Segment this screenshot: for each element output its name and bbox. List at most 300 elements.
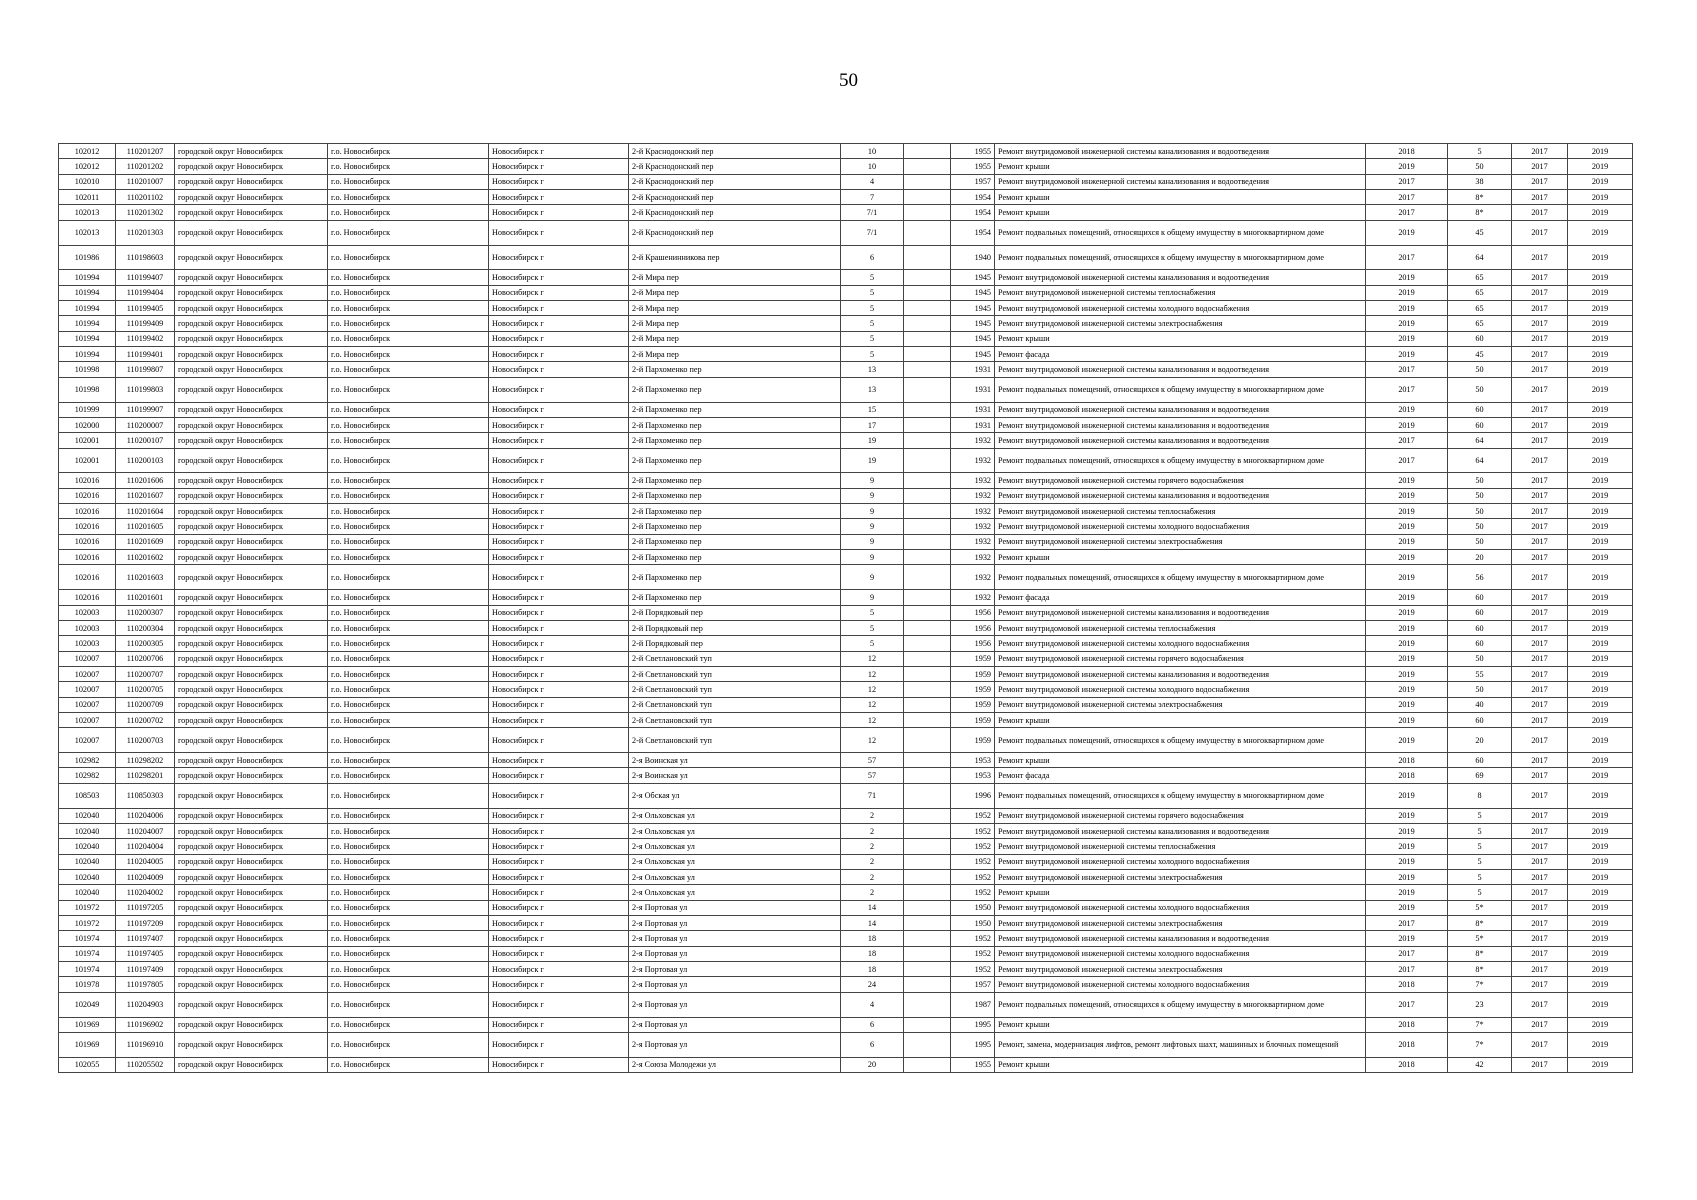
cell-street: 2-й Краснодонский пер bbox=[629, 144, 841, 159]
cell-wear-percent: 8* bbox=[1448, 205, 1512, 220]
cell-wear-percent: 69 bbox=[1448, 768, 1512, 783]
cell-period-end: 2019 bbox=[1568, 504, 1633, 519]
cell-period-end: 2019 bbox=[1568, 839, 1633, 854]
cell-year-built: 1957 bbox=[951, 174, 995, 189]
cell-street: 2-я Ольховская ул bbox=[629, 839, 841, 854]
cell-plan-year: 2019 bbox=[1366, 666, 1448, 681]
cell-period-end: 2019 bbox=[1568, 1057, 1633, 1072]
table-row bbox=[59, 605, 1633, 620]
cell-house-id: 101994 bbox=[59, 301, 116, 316]
cell-wear-percent: 45 bbox=[1448, 220, 1512, 245]
cell-building bbox=[904, 550, 951, 565]
table-row bbox=[59, 331, 1633, 346]
cell-period-start: 2017 bbox=[1512, 869, 1568, 884]
table-row bbox=[59, 783, 1633, 808]
table-row bbox=[59, 885, 1633, 900]
cell-building bbox=[904, 245, 951, 270]
cell-house-number: 13 bbox=[841, 377, 904, 402]
cell-street: 2-я Обская ул bbox=[629, 783, 841, 808]
cell-settlement: г.о. Новосибирск bbox=[328, 1057, 489, 1072]
cell-settlement: г.о. Новосибирск bbox=[328, 301, 489, 316]
cell-building bbox=[904, 666, 951, 681]
cell-period-start: 2017 bbox=[1512, 823, 1568, 838]
cell-year-built: 1945 bbox=[951, 270, 995, 285]
cell-building bbox=[904, 534, 951, 549]
cell-record-id: 110197405 bbox=[116, 946, 175, 961]
cell-period-start: 2017 bbox=[1512, 362, 1568, 377]
cell-municipality: городской округ Новосибирск bbox=[175, 682, 328, 697]
table-row bbox=[59, 977, 1633, 992]
cell-house-id: 101978 bbox=[59, 977, 116, 992]
cell-settlement: г.о. Новосибирск bbox=[328, 534, 489, 549]
cell-year-built: 1959 bbox=[951, 666, 995, 681]
cell-record-id: 110201609 bbox=[116, 534, 175, 549]
cell-house-number: 9 bbox=[841, 519, 904, 534]
cell-year-built: 1952 bbox=[951, 962, 995, 977]
cell-street: 2-й Пархоменко пер bbox=[629, 504, 841, 519]
table-row bbox=[59, 205, 1633, 220]
cell-period-start: 2017 bbox=[1512, 753, 1568, 768]
cell-house-id: 102040 bbox=[59, 839, 116, 854]
cell-plan-year: 2017 bbox=[1366, 245, 1448, 270]
cell-year-built: 1932 bbox=[951, 519, 995, 534]
cell-record-id: 110201602 bbox=[116, 550, 175, 565]
cell-municipality: городской округ Новосибирск bbox=[175, 839, 328, 854]
cell-year-built: 1931 bbox=[951, 377, 995, 402]
cell-settlement: г.о. Новосибирск bbox=[328, 144, 489, 159]
cell-plan-year: 2019 bbox=[1366, 220, 1448, 245]
cell-period-start: 2017 bbox=[1512, 159, 1568, 174]
cell-house-number: 57 bbox=[841, 768, 904, 783]
cell-period-start: 2017 bbox=[1512, 666, 1568, 681]
cell-period-end: 2019 bbox=[1568, 992, 1633, 1017]
cell-wear-percent: 5 bbox=[1448, 869, 1512, 884]
cell-building bbox=[904, 1057, 951, 1072]
cell-year-built: 1995 bbox=[951, 1032, 995, 1057]
cell-work-type: Ремонт внутридомовой инженерной системы электроснабжения bbox=[995, 869, 1366, 884]
cell-city: Новосибирск г bbox=[489, 433, 629, 448]
cell-period-end: 2019 bbox=[1568, 808, 1633, 823]
cell-plan-year: 2017 bbox=[1366, 992, 1448, 1017]
cell-house-id: 102007 bbox=[59, 682, 116, 697]
table-row bbox=[59, 839, 1633, 854]
cell-house-id: 102016 bbox=[59, 590, 116, 605]
cell-street: 2-й Порядковый пер bbox=[629, 605, 841, 620]
cell-building bbox=[904, 285, 951, 300]
cell-plan-year: 2019 bbox=[1366, 347, 1448, 362]
cell-municipality: городской округ Новосибирск bbox=[175, 205, 328, 220]
cell-period-start: 2017 bbox=[1512, 728, 1568, 753]
cell-year-built: 1952 bbox=[951, 869, 995, 884]
cell-house-id: 102013 bbox=[59, 205, 116, 220]
cell-wear-percent: 64 bbox=[1448, 433, 1512, 448]
cell-year-built: 1940 bbox=[951, 245, 995, 270]
cell-period-start: 2017 bbox=[1512, 590, 1568, 605]
cell-plan-year: 2017 bbox=[1366, 205, 1448, 220]
cell-building bbox=[904, 915, 951, 930]
table-row bbox=[59, 1017, 1633, 1032]
cell-work-type: Ремонт внутридомовой инженерной системы канализования и водоотведения bbox=[995, 931, 1366, 946]
table-row bbox=[59, 962, 1633, 977]
cell-period-start: 2017 bbox=[1512, 377, 1568, 402]
cell-period-end: 2019 bbox=[1568, 174, 1633, 189]
cell-year-built: 1955 bbox=[951, 144, 995, 159]
cell-city: Новосибирск г bbox=[489, 728, 629, 753]
cell-period-end: 2019 bbox=[1568, 534, 1633, 549]
cell-house-number: 5 bbox=[841, 347, 904, 362]
cell-municipality: городской округ Новосибирск bbox=[175, 666, 328, 681]
cell-house-number: 17 bbox=[841, 417, 904, 432]
cell-plan-year: 2018 bbox=[1366, 1032, 1448, 1057]
cell-street: 2-я Портовая ул bbox=[629, 962, 841, 977]
cell-municipality: городской округ Новосибирск bbox=[175, 362, 328, 377]
cell-period-start: 2017 bbox=[1512, 417, 1568, 432]
cell-plan-year: 2019 bbox=[1366, 839, 1448, 854]
cell-settlement: г.о. Новосибирск bbox=[328, 977, 489, 992]
cell-street: 2-й Порядковый пер bbox=[629, 620, 841, 635]
cell-city: Новосибирск г bbox=[489, 931, 629, 946]
cell-period-start: 2017 bbox=[1512, 347, 1568, 362]
cell-city: Новосибирск г bbox=[489, 301, 629, 316]
cell-work-type: Ремонт внутридомовой инженерной системы холодного водоснабжения bbox=[995, 519, 1366, 534]
cell-city: Новосибирск г bbox=[489, 377, 629, 402]
cell-period-start: 2017 bbox=[1512, 1017, 1568, 1032]
cell-house-id: 102016 bbox=[59, 488, 116, 503]
cell-period-start: 2017 bbox=[1512, 651, 1568, 666]
cell-street: 2-й Пархоменко пер bbox=[629, 433, 841, 448]
cell-house-number: 7/1 bbox=[841, 205, 904, 220]
cell-house-id: 101974 bbox=[59, 931, 116, 946]
cell-settlement: г.о. Новосибирск bbox=[328, 448, 489, 473]
cell-settlement: г.о. Новосибирск bbox=[328, 620, 489, 635]
cell-plan-year: 2018 bbox=[1366, 144, 1448, 159]
cell-house-id: 101999 bbox=[59, 402, 116, 417]
cell-settlement: г.о. Новосибирск bbox=[328, 728, 489, 753]
table-row bbox=[59, 823, 1633, 838]
cell-wear-percent: 55 bbox=[1448, 666, 1512, 681]
cell-city: Новосибирск г bbox=[489, 636, 629, 651]
cell-house-id: 102001 bbox=[59, 448, 116, 473]
table-row bbox=[59, 666, 1633, 681]
cell-record-id: 110196902 bbox=[116, 1017, 175, 1032]
cell-wear-percent: 60 bbox=[1448, 636, 1512, 651]
cell-house-id: 101986 bbox=[59, 245, 116, 270]
cell-house-id: 102007 bbox=[59, 651, 116, 666]
cell-municipality: городской округ Новосибирск bbox=[175, 728, 328, 753]
cell-period-end: 2019 bbox=[1568, 620, 1633, 635]
cell-municipality: городской округ Новосибирск bbox=[175, 190, 328, 205]
cell-building bbox=[904, 301, 951, 316]
cell-plan-year: 2019 bbox=[1366, 519, 1448, 534]
cell-work-type: Ремонт внутридомовой инженерной системы холодного водоснабжения bbox=[995, 301, 1366, 316]
cell-street: 2-й Мира пер bbox=[629, 285, 841, 300]
cell-municipality: городской округ Новосибирск bbox=[175, 712, 328, 727]
cell-municipality: городской округ Новосибирск bbox=[175, 534, 328, 549]
cell-street: 2-й Пархоменко пер bbox=[629, 448, 841, 473]
cell-building bbox=[904, 433, 951, 448]
cell-year-built: 1932 bbox=[951, 504, 995, 519]
cell-record-id: 110201601 bbox=[116, 590, 175, 605]
cell-house-id: 102049 bbox=[59, 992, 116, 1017]
cell-house-id: 102007 bbox=[59, 728, 116, 753]
cell-period-end: 2019 bbox=[1568, 651, 1633, 666]
cell-city: Новосибирск г bbox=[489, 783, 629, 808]
table-row bbox=[59, 854, 1633, 869]
cell-city: Новосибирск г bbox=[489, 285, 629, 300]
cell-period-start: 2017 bbox=[1512, 1032, 1568, 1057]
cell-city: Новосибирск г bbox=[489, 159, 629, 174]
cell-municipality: городской округ Новосибирск bbox=[175, 174, 328, 189]
cell-year-built: 1952 bbox=[951, 854, 995, 869]
cell-municipality: городской округ Новосибирск bbox=[175, 402, 328, 417]
cell-settlement: г.о. Новосибирск bbox=[328, 473, 489, 488]
cell-wear-percent: 56 bbox=[1448, 565, 1512, 590]
cell-house-number: 7 bbox=[841, 190, 904, 205]
cell-wear-percent: 7* bbox=[1448, 1032, 1512, 1057]
cell-wear-percent: 50 bbox=[1448, 519, 1512, 534]
cell-record-id: 110201303 bbox=[116, 220, 175, 245]
cell-wear-percent: 60 bbox=[1448, 331, 1512, 346]
cell-settlement: г.о. Новосибирск bbox=[328, 519, 489, 534]
cell-house-number: 14 bbox=[841, 900, 904, 915]
cell-building bbox=[904, 977, 951, 992]
cell-year-built: 1996 bbox=[951, 783, 995, 808]
table-row bbox=[59, 534, 1633, 549]
cell-city: Новосибирск г bbox=[489, 666, 629, 681]
cell-house-number: 4 bbox=[841, 992, 904, 1017]
table-row bbox=[59, 590, 1633, 605]
cell-period-start: 2017 bbox=[1512, 316, 1568, 331]
cell-work-type: Ремонт внутридомовой инженерной системы электроснабжения bbox=[995, 534, 1366, 549]
cell-settlement: г.о. Новосибирск bbox=[328, 636, 489, 651]
cell-record-id: 110200707 bbox=[116, 666, 175, 681]
cell-street: 2-й Светлановский туп bbox=[629, 697, 841, 712]
cell-plan-year: 2019 bbox=[1366, 885, 1448, 900]
cell-work-type: Ремонт внутридомовой инженерной системы холодного водоснабжения bbox=[995, 854, 1366, 869]
cell-wear-percent: 5 bbox=[1448, 823, 1512, 838]
cell-municipality: городской округ Новосибирск bbox=[175, 651, 328, 666]
cell-year-built: 1945 bbox=[951, 331, 995, 346]
cell-record-id: 110201607 bbox=[116, 488, 175, 503]
cell-building bbox=[904, 1032, 951, 1057]
cell-work-type: Ремонт внутридомовой инженерной системы канализования и водоотведения bbox=[995, 666, 1366, 681]
cell-work-type: Ремонт внутридомовой инженерной системы канализования и водоотведения bbox=[995, 488, 1366, 503]
cell-record-id: 110201603 bbox=[116, 565, 175, 590]
cell-building bbox=[904, 362, 951, 377]
cell-period-end: 2019 bbox=[1568, 550, 1633, 565]
cell-house-number: 2 bbox=[841, 808, 904, 823]
cell-municipality: городской округ Новосибирск bbox=[175, 347, 328, 362]
cell-house-id: 102016 bbox=[59, 504, 116, 519]
cell-house-number: 57 bbox=[841, 753, 904, 768]
table-row bbox=[59, 697, 1633, 712]
cell-settlement: г.о. Новосибирск bbox=[328, 159, 489, 174]
cell-street: 2-я Воинская ул bbox=[629, 768, 841, 783]
cell-house-number: 9 bbox=[841, 534, 904, 549]
cell-settlement: г.о. Новосибирск bbox=[328, 174, 489, 189]
cell-building bbox=[904, 854, 951, 869]
cell-settlement: г.о. Новосибирск bbox=[328, 605, 489, 620]
cell-period-start: 2017 bbox=[1512, 977, 1568, 992]
cell-building bbox=[904, 347, 951, 362]
cell-house-number: 2 bbox=[841, 854, 904, 869]
cell-work-type: Ремонт внутридомовой инженерной системы электроснабжения bbox=[995, 316, 1366, 331]
cell-city: Новосибирск г bbox=[489, 620, 629, 635]
cell-municipality: городской округ Новосибирск bbox=[175, 620, 328, 635]
cell-settlement: г.о. Новосибирск bbox=[328, 962, 489, 977]
cell-period-end: 2019 bbox=[1568, 697, 1633, 712]
cell-settlement: г.о. Новосибирск bbox=[328, 488, 489, 503]
cell-street: 2-й Мира пер bbox=[629, 316, 841, 331]
cell-city: Новосибирск г bbox=[489, 174, 629, 189]
cell-year-built: 1955 bbox=[951, 1057, 995, 1072]
cell-street: 2-й Мира пер bbox=[629, 301, 841, 316]
cell-street: 2-й Пархоменко пер bbox=[629, 519, 841, 534]
cell-building bbox=[904, 331, 951, 346]
cell-work-type: Ремонт внутридомовой инженерной системы канализования и водоотведения bbox=[995, 417, 1366, 432]
cell-municipality: городской округ Новосибирск bbox=[175, 962, 328, 977]
cell-wear-percent: 5 bbox=[1448, 854, 1512, 869]
cell-settlement: г.о. Новосибирск bbox=[328, 285, 489, 300]
cell-period-start: 2017 bbox=[1512, 174, 1568, 189]
cell-wear-percent: 50 bbox=[1448, 473, 1512, 488]
cell-period-start: 2017 bbox=[1512, 205, 1568, 220]
table-row bbox=[59, 504, 1633, 519]
table-row bbox=[59, 316, 1633, 331]
cell-plan-year: 2019 bbox=[1366, 620, 1448, 635]
cell-work-type: Ремонт подвальных помещений, относящихся к общему имуществу в многоквартирном доме bbox=[995, 565, 1366, 590]
cell-house-id: 102001 bbox=[59, 433, 116, 448]
cell-street: 2-й Пархоменко пер bbox=[629, 362, 841, 377]
cell-record-id: 110200705 bbox=[116, 682, 175, 697]
cell-house-number: 9 bbox=[841, 565, 904, 590]
cell-record-id: 110298201 bbox=[116, 768, 175, 783]
cell-street: 2-й Пархоменко пер bbox=[629, 565, 841, 590]
cell-plan-year: 2019 bbox=[1366, 565, 1448, 590]
cell-city: Новосибирск г bbox=[489, 448, 629, 473]
cell-settlement: г.о. Новосибирск bbox=[328, 316, 489, 331]
cell-year-built: 1932 bbox=[951, 565, 995, 590]
cell-record-id: 110298202 bbox=[116, 753, 175, 768]
cell-period-start: 2017 bbox=[1512, 402, 1568, 417]
cell-period-end: 2019 bbox=[1568, 448, 1633, 473]
table-body bbox=[59, 144, 1633, 1073]
cell-period-start: 2017 bbox=[1512, 605, 1568, 620]
cell-street: 2-я Портовая ул bbox=[629, 900, 841, 915]
cell-wear-percent: 23 bbox=[1448, 992, 1512, 1017]
cell-house-id: 101994 bbox=[59, 270, 116, 285]
table-row bbox=[59, 636, 1633, 651]
cell-municipality: городской округ Новосибирск bbox=[175, 590, 328, 605]
cell-municipality: городской округ Новосибирск bbox=[175, 331, 328, 346]
cell-wear-percent: 50 bbox=[1448, 504, 1512, 519]
cell-settlement: г.о. Новосибирск bbox=[328, 915, 489, 930]
cell-period-start: 2017 bbox=[1512, 448, 1568, 473]
cell-plan-year: 2019 bbox=[1366, 728, 1448, 753]
cell-municipality: городской округ Новосибирск bbox=[175, 636, 328, 651]
table-row bbox=[59, 301, 1633, 316]
cell-record-id: 110200107 bbox=[116, 433, 175, 448]
cell-wear-percent: 60 bbox=[1448, 402, 1512, 417]
table-row bbox=[59, 220, 1633, 245]
cell-city: Новосибирск г bbox=[489, 885, 629, 900]
cell-work-type: Ремонт внутридомовой инженерной системы горячего водоснабжения bbox=[995, 808, 1366, 823]
table-row bbox=[59, 768, 1633, 783]
cell-building bbox=[904, 504, 951, 519]
cell-work-type: Ремонт внутридомовой инженерной системы холодного водоснабжения bbox=[995, 977, 1366, 992]
cell-municipality: городской округ Новосибирск bbox=[175, 377, 328, 402]
cell-city: Новосибирск г bbox=[489, 402, 629, 417]
cell-period-end: 2019 bbox=[1568, 605, 1633, 620]
cell-house-id: 102982 bbox=[59, 753, 116, 768]
cell-year-built: 1955 bbox=[951, 159, 995, 174]
cell-work-type: Ремонт внутридомовой инженерной системы канализования и водоотведения bbox=[995, 433, 1366, 448]
cell-street: 2-я Союза Молодежи ул bbox=[629, 1057, 841, 1072]
cell-house-number: 5 bbox=[841, 270, 904, 285]
cell-period-end: 2019 bbox=[1568, 712, 1633, 727]
cell-period-end: 2019 bbox=[1568, 946, 1633, 961]
cell-record-id: 110204903 bbox=[116, 992, 175, 1017]
cell-work-type: Ремонт внутридомовой инженерной системы канализования и водоотведения bbox=[995, 823, 1366, 838]
cell-street: 2-я Ольховская ул bbox=[629, 869, 841, 884]
cell-building bbox=[904, 144, 951, 159]
cell-period-start: 2017 bbox=[1512, 504, 1568, 519]
table-row bbox=[59, 519, 1633, 534]
cell-house-id: 102055 bbox=[59, 1057, 116, 1072]
cell-city: Новосибирск г bbox=[489, 331, 629, 346]
cell-city: Новосибирск г bbox=[489, 808, 629, 823]
cell-year-built: 1954 bbox=[951, 220, 995, 245]
cell-municipality: городской округ Новосибирск bbox=[175, 697, 328, 712]
cell-work-type: Ремонт фасада bbox=[995, 590, 1366, 605]
cell-street: 2-й Мира пер bbox=[629, 270, 841, 285]
cell-period-end: 2019 bbox=[1568, 682, 1633, 697]
cell-plan-year: 2019 bbox=[1366, 270, 1448, 285]
cell-settlement: г.о. Новосибирск bbox=[328, 590, 489, 605]
cell-year-built: 1932 bbox=[951, 590, 995, 605]
cell-house-id: 102012 bbox=[59, 159, 116, 174]
cell-house-number: 19 bbox=[841, 433, 904, 448]
cell-period-start: 2017 bbox=[1512, 270, 1568, 285]
repair-register-table bbox=[58, 143, 1633, 1073]
cell-street: 2-й Краснодонский пер bbox=[629, 174, 841, 189]
cell-plan-year: 2019 bbox=[1366, 301, 1448, 316]
cell-wear-percent: 64 bbox=[1448, 245, 1512, 270]
cell-record-id: 110198603 bbox=[116, 245, 175, 270]
cell-city: Новосибирск г bbox=[489, 900, 629, 915]
cell-building bbox=[904, 316, 951, 331]
cell-plan-year: 2019 bbox=[1366, 783, 1448, 808]
cell-work-type: Ремонт подвальных помещений, относящихся к общему имуществу в многоквартирном доме bbox=[995, 992, 1366, 1017]
cell-work-type: Ремонт внутридомовой инженерной системы электроснабжения bbox=[995, 962, 1366, 977]
cell-period-start: 2017 bbox=[1512, 839, 1568, 854]
cell-period-end: 2019 bbox=[1568, 316, 1633, 331]
cell-building bbox=[904, 190, 951, 205]
cell-house-number: 5 bbox=[841, 301, 904, 316]
cell-period-end: 2019 bbox=[1568, 753, 1633, 768]
cell-period-start: 2017 bbox=[1512, 565, 1568, 590]
cell-building bbox=[904, 839, 951, 854]
cell-plan-year: 2019 bbox=[1366, 550, 1448, 565]
cell-record-id: 110201202 bbox=[116, 159, 175, 174]
cell-house-number: 71 bbox=[841, 783, 904, 808]
cell-settlement: г.о. Новосибирск bbox=[328, 885, 489, 900]
cell-year-built: 1954 bbox=[951, 190, 995, 205]
cell-plan-year: 2019 bbox=[1366, 473, 1448, 488]
cell-city: Новосибирск г bbox=[489, 245, 629, 270]
cell-settlement: г.о. Новосибирск bbox=[328, 808, 489, 823]
cell-period-end: 2019 bbox=[1568, 473, 1633, 488]
